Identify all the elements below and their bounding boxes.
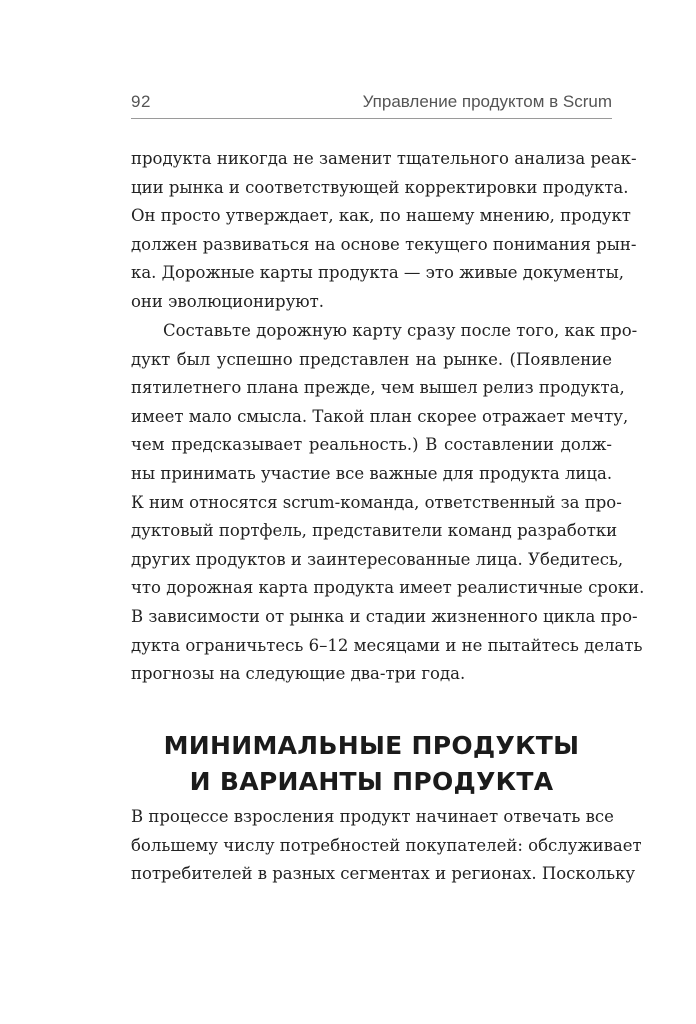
text-line: имеет мало смысла. Такой план скорее отражает мечту, [131, 406, 629, 426]
page-number: 92 [131, 92, 151, 111]
paragraph-roadmap [131, 317, 645, 689]
text-line: потребителей в разных сегментах и регионах. Поскольку [131, 864, 636, 884]
text-line: чем предсказывает реальность.) В составлении долж- [131, 435, 612, 455]
text-line: продукта никогда не заменит тщательного анализа реак- [131, 149, 637, 168]
text-line: прогнозы на следующие два-три года. [131, 664, 466, 684]
text-line: В процессе взросления продукт начинает отвечать все [131, 807, 614, 826]
text-line: дукт был успешно представлен на рынке. (Появление [131, 349, 612, 369]
text-line: должен развиваться на основе текущего понимания рын- [131, 234, 637, 254]
text-line: Составьте дорожную карту сразу после того, как про- [163, 321, 638, 340]
text-line: Он просто утверждает, как, по нашему мнению, продукт [131, 206, 631, 226]
section-heading-line-1: МИНИМАЛЬНЫЕ ПРОДУКТЫ [163, 731, 580, 760]
text-line: ны принимать участие все важные для продукта лица. [131, 463, 613, 483]
text-line: других продуктов и заинтересованные лица. Убедитесь, [131, 549, 624, 569]
section-heading [131, 728, 612, 800]
running-title: Управление продуктом в Scrum [362, 92, 612, 111]
text-line: ка. Дорожные карты продукта — это живые документы, [131, 263, 625, 283]
paragraph [131, 803, 642, 889]
paragraph-section-intro [131, 803, 642, 889]
text-line: дуктовый портфель, представители команд разработки [131, 521, 618, 541]
text-line: что дорожная карта продукта имеет реалистичные сроки. [131, 578, 645, 598]
text-line: они эволюционируют. [131, 291, 325, 311]
paragraph [131, 145, 637, 317]
paragraph [131, 317, 645, 689]
text-line: дукта ограничьтесь 6–12 месяцами и не пытайтесь делать [131, 635, 643, 655]
text-line: ции рынка и соответствующей корректировки продукта. [131, 177, 629, 197]
text-line: пятилетнего плана прежде, чем вышел релиз продукта, [131, 378, 625, 398]
text-line: К ним относятся scrum-команда, ответственный за про- [131, 492, 622, 512]
text-line: большему числу потребностей покупателей: обслуживает [131, 835, 642, 855]
section-heading-line-2: И ВАРИАНТЫ ПРОДУКТА [189, 767, 554, 796]
paragraph-continuation [131, 145, 637, 317]
page-header [131, 92, 612, 119]
text-line: В зависимости от рынка и стадии жизненного цикла про- [131, 606, 638, 626]
